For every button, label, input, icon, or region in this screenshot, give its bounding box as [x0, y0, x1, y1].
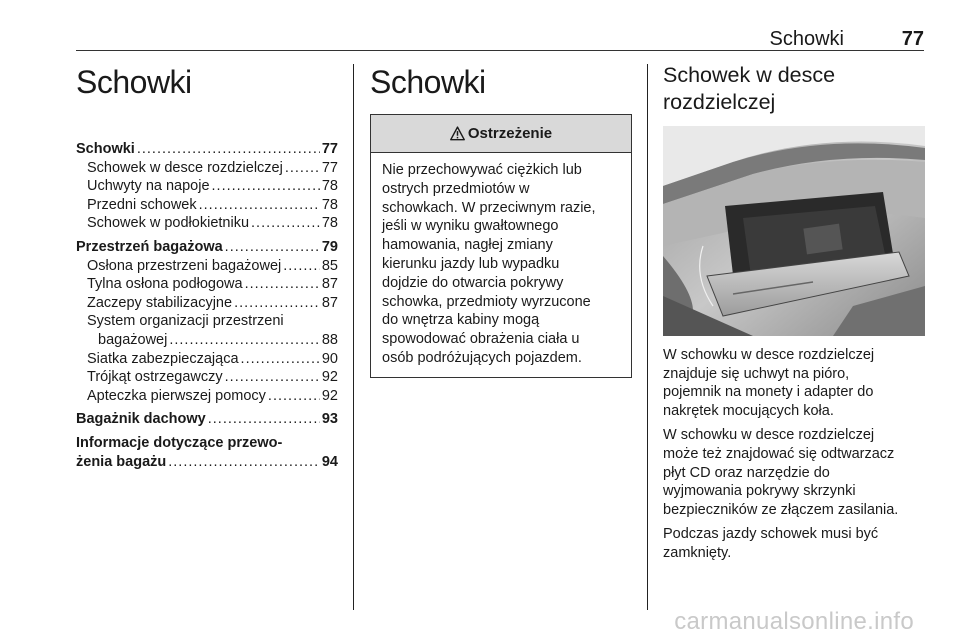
warning-column [370, 62, 632, 378]
toc-leader-dots [283, 257, 320, 276]
toc-entry-title: Siatka zabezpieczająca [87, 350, 239, 367]
toc-entry-title: System organizacji przestrzeni [87, 313, 284, 330]
toc-page-number: 88 [321, 331, 338, 348]
body-text-line: bezpieczników ze złączem zasilania. [663, 501, 899, 518]
subsection-title-line: Schowek w desce [663, 63, 836, 87]
column-divider [353, 64, 354, 610]
toc-entry-title: Schowki [76, 141, 135, 157]
toc-entry-title: Schowek w desce rozdzielczej [87, 159, 283, 176]
toc-page-number: 87 [321, 276, 338, 293]
toc-page-number: 78 [321, 215, 338, 232]
warning-text [371, 153, 631, 377]
toc-leader-dots [234, 294, 320, 313]
toc-leader-dots [241, 350, 320, 369]
toc-entry [76, 196, 338, 215]
body-text-line: znajduje się uchwyt na pióro, [663, 365, 850, 382]
body-text-line: Podczas jazdy schowek musi być [663, 526, 879, 543]
toc-entry [76, 294, 338, 313]
toc-entry [76, 410, 338, 429]
toc-leader-dots [225, 238, 320, 257]
toc-entry [76, 453, 338, 472]
subsection-title [663, 62, 925, 116]
toc-page-number: 94 [321, 453, 338, 470]
body-text-line: pojemnik na monety i adapter do [663, 384, 874, 401]
toc-leader-dots [137, 140, 320, 159]
toc-entry-title: żenia bagażu [76, 453, 167, 470]
warning-text-line: hamowania, nagłej zmiany [382, 237, 553, 254]
toc-entry-title: Schowek w podłokietniku [87, 215, 250, 232]
glovebox-description [663, 346, 925, 563]
toc-page-number: 92 [321, 369, 338, 386]
body-text-line: W schowku w desce rozdzielczej [663, 347, 875, 363]
warning-label: Ostrzeżenie [467, 125, 553, 142]
body-text-line: zamknięty. [663, 544, 732, 561]
warning-text-line: Nie przechowywać ciężkich lub [382, 162, 582, 178]
toc-entry-title: bagażowej [98, 331, 168, 348]
toc-entry [76, 214, 338, 233]
glovebox-column [663, 62, 925, 569]
chapter-title: Schowki [76, 64, 192, 100]
header-page-number: 77 [901, 28, 924, 50]
toc-leader-dots [251, 214, 320, 233]
toc-entry [76, 177, 338, 196]
toc-entry-title: Przestrzeń bagażowa [76, 238, 223, 255]
warning-text-line: spowodować obrażenia ciała u [382, 331, 580, 348]
toc-entry-title: Uchwyty na napoje [87, 178, 210, 195]
warning-text-line: schowkach. W przeciwnym razie, [382, 199, 596, 216]
toc-page-number: 78 [321, 196, 338, 213]
body-text-line: W schowku w desce rozdzielczej [663, 427, 875, 444]
toc-page-number: 90 [321, 350, 338, 367]
warning-text-line: ostrych przedmiotów w [382, 180, 530, 197]
body-text-line: może też znajdować się odtwarzacz [663, 445, 895, 462]
warning-box [370, 114, 632, 378]
toc-entry [76, 238, 338, 257]
body-text-line: nakrętek mocujących koła. [663, 402, 834, 419]
body-paragraph [663, 525, 925, 562]
warning-triangle-icon [450, 126, 465, 141]
toc-page-number: 77 [321, 141, 338, 157]
toc-entry [76, 140, 338, 159]
subsection-title-line: rozdzielczej [663, 90, 776, 114]
toc-column [76, 62, 338, 471]
toc-leader-dots [285, 159, 320, 178]
page-header [76, 26, 924, 51]
column-divider [647, 64, 648, 610]
toc-page-number: 87 [321, 294, 338, 311]
toc-page-number: 92 [321, 387, 338, 404]
toc-leader-dots [212, 177, 320, 196]
toc-page-number: 77 [321, 159, 338, 176]
toc-entry [76, 350, 338, 369]
toc-entry [76, 159, 338, 178]
section-title: Schowki [370, 64, 486, 100]
header-section-title: Schowki [769, 28, 844, 50]
warning-text-line: dojdzie do otwarcia pokrywy [382, 274, 564, 291]
warning-text-line: schowka, przedmioty wyrzucone [382, 293, 591, 310]
toc-leader-dots [245, 275, 320, 294]
toc-entry [76, 275, 338, 294]
glovebox-photo [663, 126, 925, 336]
toc-entry-title: Zaczepy stabilizacyjne [87, 294, 233, 311]
toc-entry-title: Osłona przestrzeni bagażowej [87, 257, 282, 274]
warning-text-line: kierunku jazdy lub wypadku [382, 255, 560, 272]
toc-entry-title: Apteczka pierwszej pomocy [87, 387, 266, 404]
toc-leader-dots [225, 368, 320, 387]
body-text-line: płyt CD oraz narzędzie do [663, 464, 830, 481]
toc-leader-dots [208, 410, 320, 429]
toc-leader-dots [168, 453, 320, 472]
table-of-contents [76, 140, 338, 471]
toc-entry-title: Bagażnik dachowy [76, 411, 206, 428]
toc-entry-title: Trójkąt ostrzegawczy [87, 369, 223, 386]
toc-page-number: 79 [321, 238, 338, 255]
toc-entry-title: Przedni schowek [87, 196, 197, 213]
toc-entry [76, 331, 338, 350]
toc-entry [76, 387, 338, 406]
toc-page-number: 85 [321, 257, 338, 274]
body-paragraph [663, 426, 925, 519]
toc-leader-dots [169, 331, 320, 350]
toc-entry-title: Tylna osłona podłogowa [87, 276, 243, 293]
toc-page-number: 78 [321, 178, 338, 195]
toc-entry-title: Informacje dotyczące przewo- [76, 434, 283, 451]
toc-entry [76, 368, 338, 387]
body-paragraph [663, 346, 925, 420]
toc-page-number: 93 [321, 411, 338, 428]
warning-text-line: osób podróżujących pojazdem. [382, 349, 582, 366]
toc-entry [76, 257, 338, 276]
warning-header [371, 115, 631, 153]
toc-leader-dots [268, 387, 320, 406]
body-text-line: wyjmowania pokrywy skrzynki [663, 483, 856, 500]
toc-leader-dots [199, 196, 320, 215]
warning-text-line: jeśli w wyniku gwałtownego [382, 218, 559, 235]
watermark: carmanualsonline.info [674, 608, 914, 635]
warning-text-line: do wnętrza kabiny mogą [382, 312, 540, 329]
